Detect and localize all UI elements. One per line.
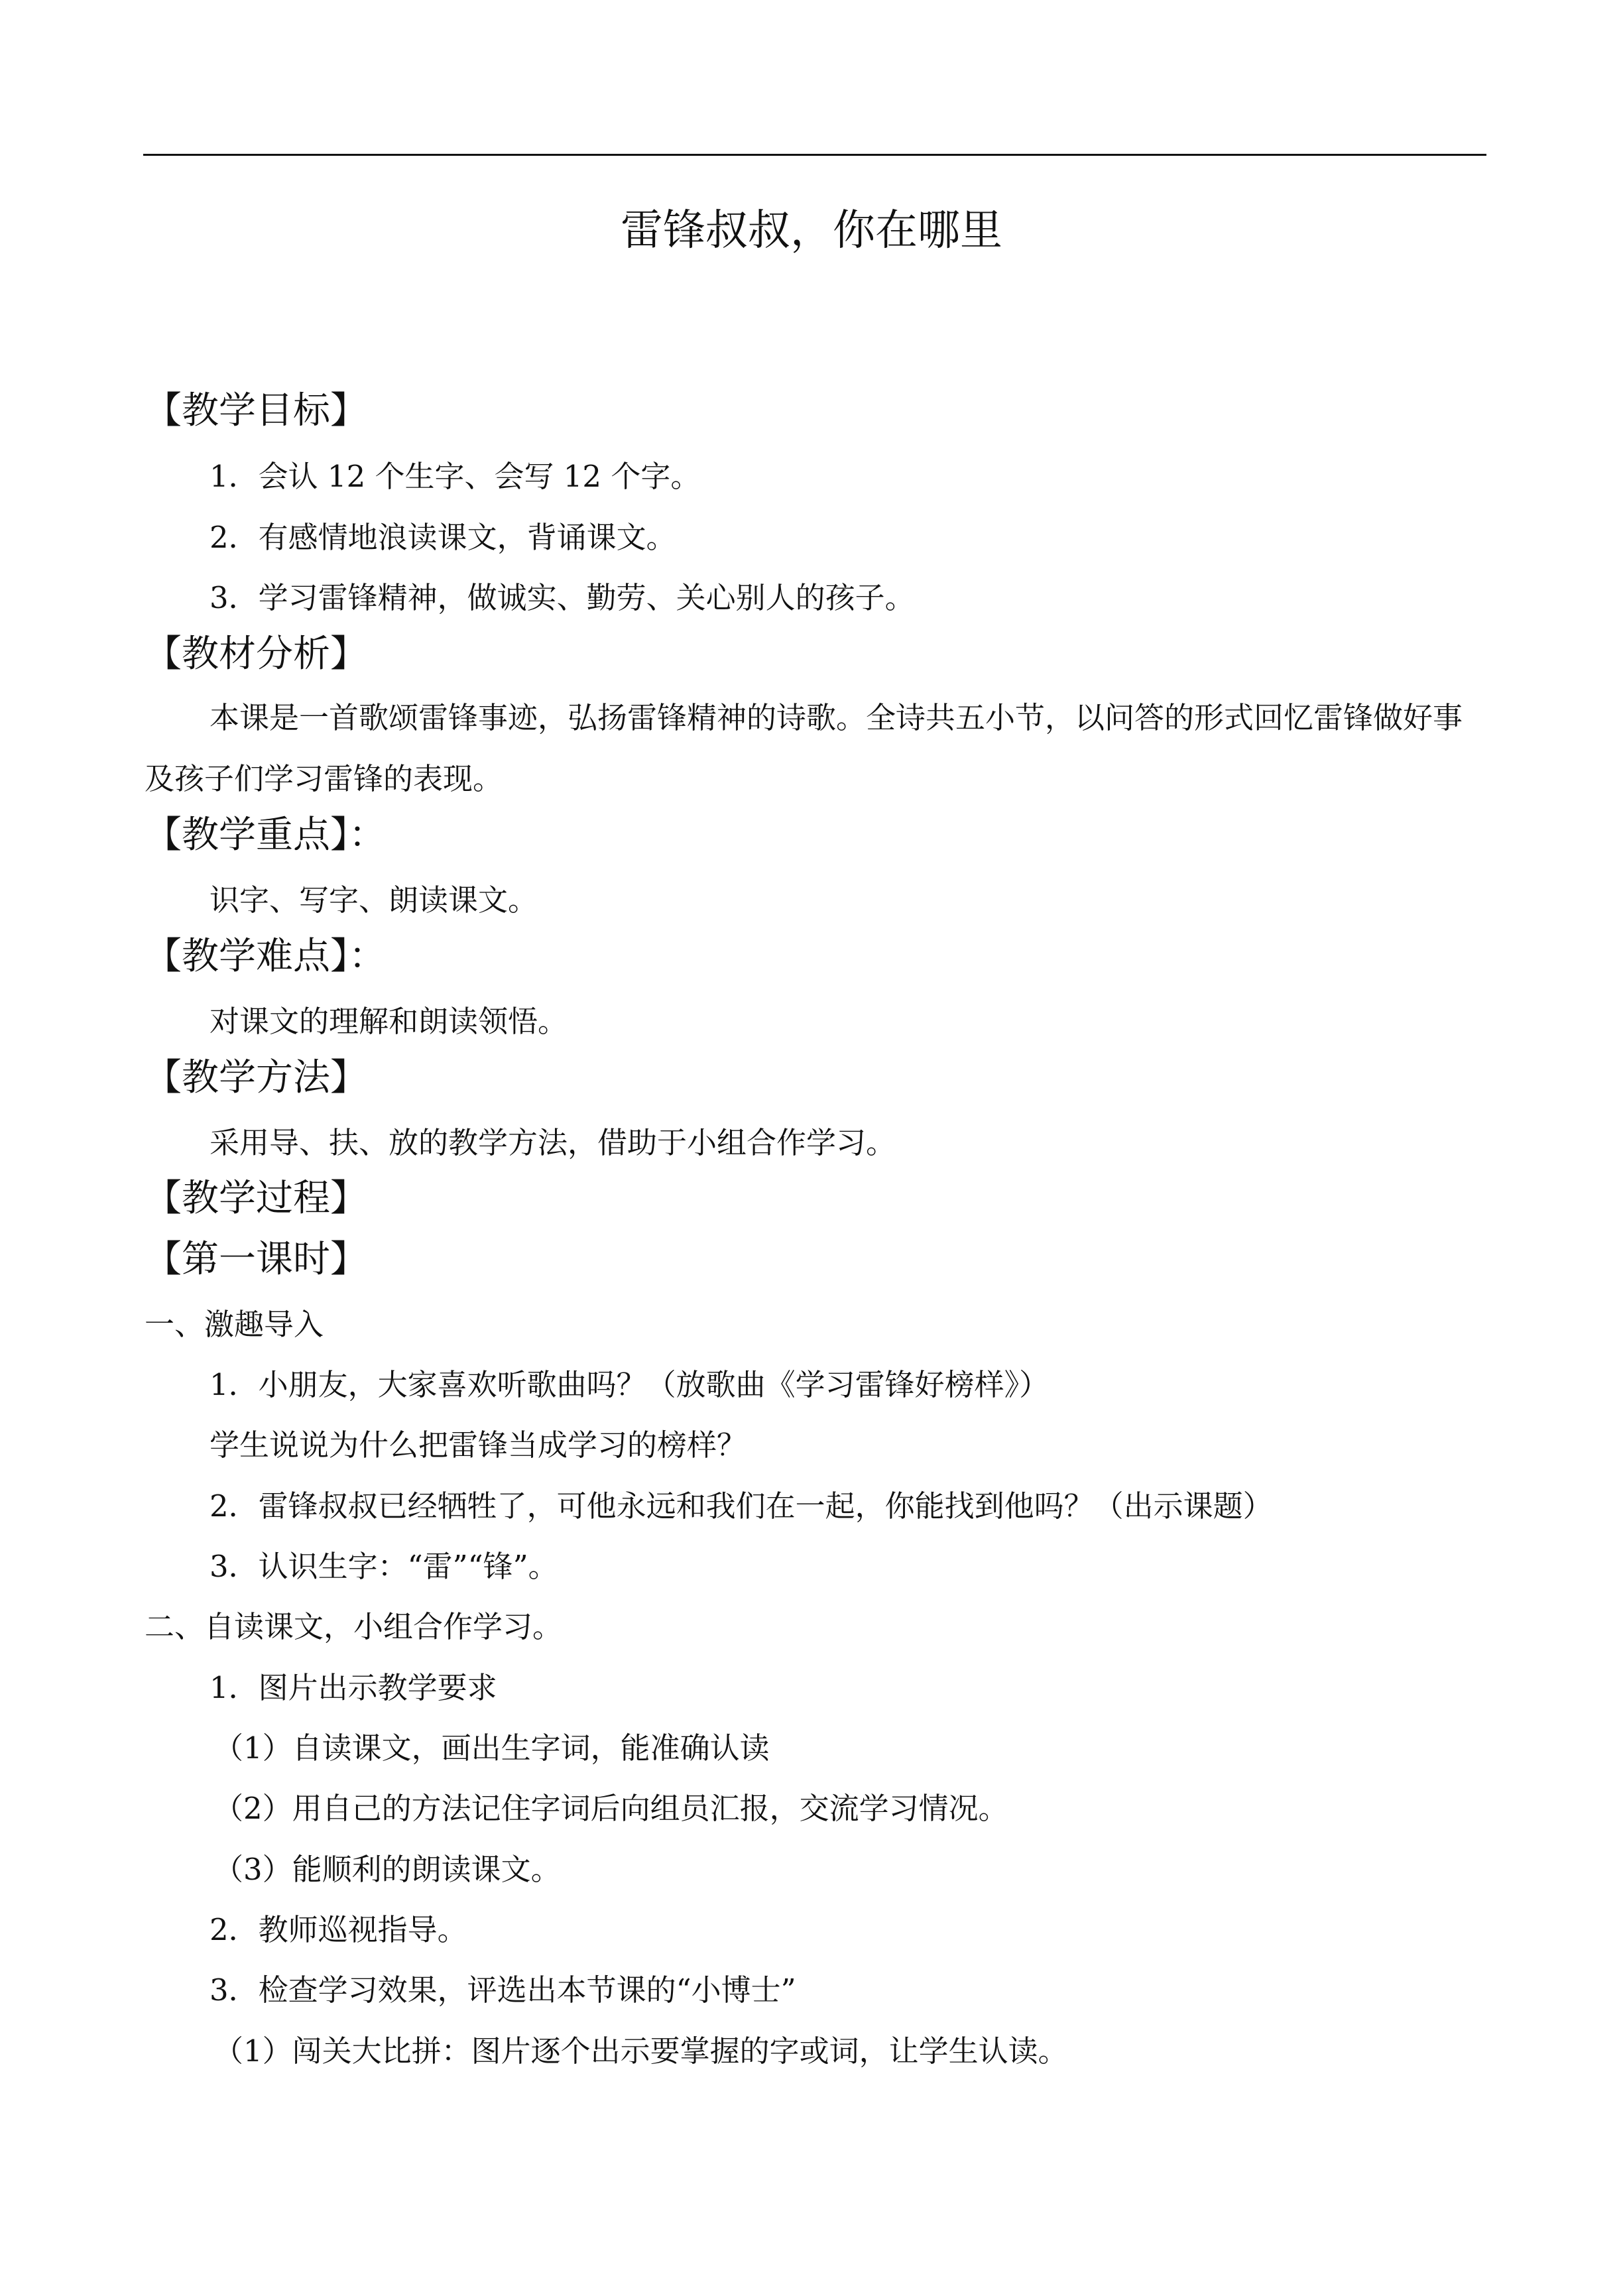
key-points-text: 识字、写字、朗读课文。 — [210, 882, 538, 918]
key-points-heading: 【教学重点】： — [145, 814, 386, 857]
goal-item-1: 1．会认 12 个生字、会写 12 个字。 — [210, 459, 701, 494]
process-heading: 【教学过程】 — [145, 1177, 367, 1220]
part-one-item-1-followup: 学生说说为什么把雷锋当成学习的榜样？ — [210, 1427, 747, 1463]
part-one-item-1: 1．小朋友，大家喜欢听歌曲吗？（放歌曲《学习雷锋好榜样》） — [210, 1367, 1050, 1402]
header-rule — [143, 154, 1486, 156]
page-title: 雷锋叔叔，你在哪里 — [621, 206, 1002, 255]
method-heading: 【教学方法】 — [145, 1056, 367, 1099]
part-one-item-2: 2．雷锋叔叔已经牺牲了，可他永远和我们在一起，你能找到他吗？（出示课题） — [210, 1488, 1273, 1524]
analysis-paragraph: 本课是一首歌颂雷锋事迹，弘扬雷锋精神的诗歌。全诗共五小节，以问答的形式回忆雷锋做好事及孩子们学习雷锋的表现。 — [145, 700, 1463, 796]
goal-item-2: 2．有感情地浪读课文，背诵课文。 — [210, 520, 676, 555]
goal-item-3: 3．学习雷锋精神，做诚实、勤劳、关心别人的孩子。 — [210, 580, 915, 615]
part-two-item-1: 1．图片出示教学要求 — [210, 1670, 497, 1705]
difficulty-heading: 【教学难点】： — [145, 935, 386, 978]
part-one-item-3: 3．认识生字：“雷”“锋”。 — [210, 1549, 558, 1584]
method-text: 采用导、扶、放的教学方法，借助于小组合作学习。 — [210, 1125, 896, 1160]
difficulty-text: 对课文的理解和朗读领悟。 — [210, 1004, 568, 1039]
part-two-item-3: 3．检查学习效果，评选出本节课的“小博士” — [210, 1972, 796, 2008]
analysis-heading: 【教材分析】 — [145, 633, 367, 676]
part-two-item-1-sub-1: （1）自读课文，画出生字词，能准确认读 — [213, 1730, 770, 1766]
part-two-item-1-sub-3: （3）能顺利的朗读课文。 — [213, 1852, 561, 1887]
part-two-title: 二、自读课文，小组合作学习。 — [145, 1609, 563, 1644]
part-two-item-2: 2．教师巡视指导。 — [210, 1912, 467, 1947]
part-one-title: 一、激趣导入 — [145, 1307, 324, 1342]
part-two-item-1-sub-2: （2）用自己的方法记住字词后向组员汇报，交流学习情况。 — [213, 1791, 1008, 1826]
part-two-item-3-sub-1: （1）闯关大比拼：图片逐个出示要掌握的字或词，让学生认读。 — [213, 2033, 1068, 2069]
lesson-one-heading: 【第一课时】 — [145, 1238, 367, 1281]
goals-heading: 【教学目标】 — [145, 389, 367, 432]
